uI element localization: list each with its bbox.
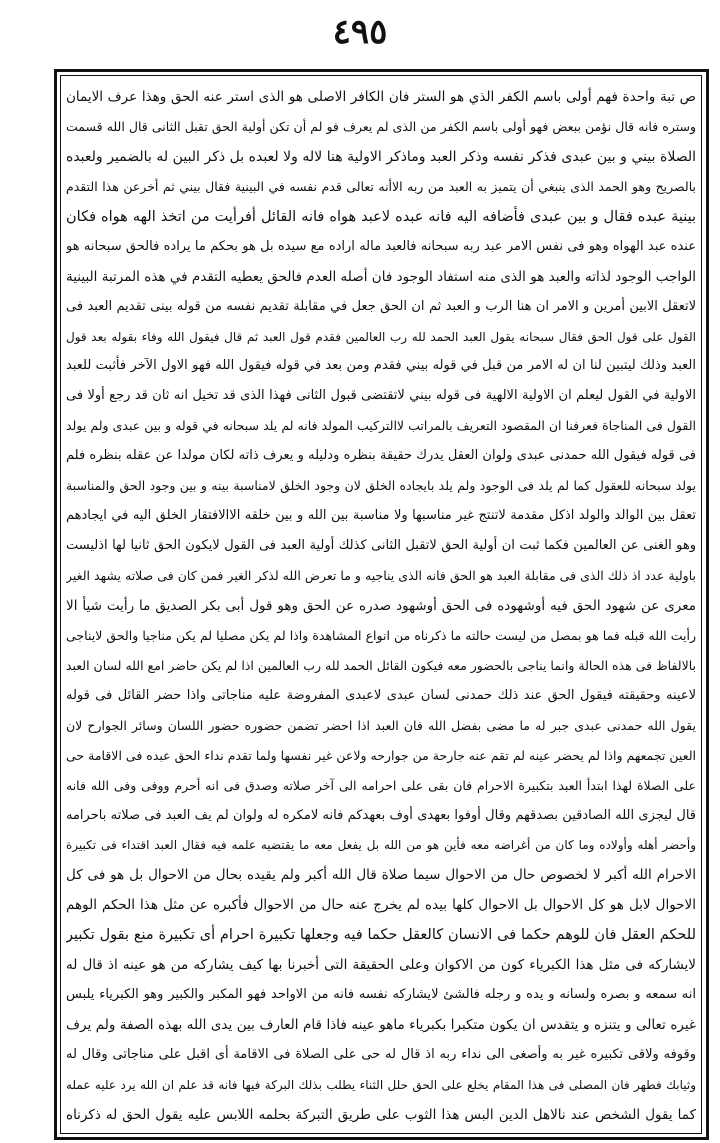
- text-line: يقول الله حمدنى عبدى جبر له ما مضى بفضل الله فان العبد اذا احضر تضمن حضوره حضور اللسان وسائر الجوارح لان: [66, 717, 696, 733]
- text-line: يولد سبحانه للعقول كما لم يلد فى الوجود ولم يلد بايجاده الخلق لان وجود الخلق لامناسبة بينه و بين وجود الحق والمناسبة: [66, 478, 696, 494]
- text-line: قال ليجزى الله الصادقين بصدقهم وقال أوفوا بعهدى أوف بعهدكم فانه لامكره له ولوان لم يف العبد فى صلاته باحرامه: [66, 807, 696, 823]
- text-line: القول على قول الحق فقال سبحانه يقول العبد الحمد لله رب العالمين فقدم قول العبد ثم قال فيقول الله وفاء بقوله بعد قول: [66, 329, 696, 344]
- text-line: بالالفاظ فى هذه الحالة وانما يناجى بالحضور معه فيكون القائل الحمد لله رب العالمين اذا لم يكن حاضر امع الله لسان العبد: [66, 657, 696, 673]
- text-line: تعقل بين الوالد والولد اذكل مقدمة لاتنتج غير مناسبها ولا مناسبة بين الله و بين خلقه الاالافتقار الخلق اليه في ايجادهم: [66, 508, 696, 524]
- text-line: ص تبة واحدة فهم أولى باسم الكفر الذي هو الستر فان الكافر الاصلى هو الذى استر عنه الحق وهذا عرف الايمان: [66, 89, 696, 105]
- text-line: وثيابك فطهر فان المصلى فى هذا المقام يخلع على الحق حلل الثناء يطلب بذلك البركة فيها فانه قد علم ان الله يرد عليه عمله: [66, 1077, 696, 1092]
- text-line: فى قوله فيقول الله حمدنى عبدى ولوان العقل يدرك حقيقة بنظره ودليله و يعرف ذاته لكان مولدا عن عقله بنظره فلم: [66, 448, 696, 464]
- text-line: الاحرام الله أكبر لا لخصوص حال من الاحوال سيما صلاة قال الله أكبر ولم يقيده بحال من الاحوال بل هو فى كل: [66, 867, 696, 884]
- text-line: لاعينه وحقيقته فيقول الحق عند ذلك حمدنى لسان عبدى لاعبدى المفروضة عليه مناجاتى واذا حضر القائل فى قوله: [66, 687, 696, 703]
- text-body: [66, 84, 696, 1128]
- text-line: انه سمعه و بصره ولسانه و يده و رجله فالشئ لايشاركه نفسه فانه من الاواحد فهو المكبر والكبير وهو الكبرياء يلبس: [66, 987, 696, 1003]
- text-line: باولية عدد اذ ذلك الذى فى مقابلة العبد هو الحق فانه الذى يناجيه و ما تعرض الله لذكر الغير فمن كان فى صلاته يشهد الغير: [66, 568, 696, 583]
- text-line: وقوفه ولاقى تكبيره غير به وأصغى الى نداء ربه اذ قال له حى على الصلاة فى الاقامة أى اقبل على مناجاتى وقال له: [66, 1047, 696, 1062]
- text-line: العبد وذلك ليتبين لنا ان له الامر من قبل في قوله بيني فقدم ومن بعد في قوله فيقول الله فهو الاول الآخر فأثبت للعبد: [66, 358, 696, 374]
- text-line: القول فى المناجاة فعرفنا ان المقصود التعريف بالمراتب لاالتركيب المولد فانه لم يلد سبحانه في قوله و بين عبدى ولم يولد: [66, 418, 696, 434]
- text-line: بينية عبده فقال و بين عبدى فأضافه اليه فانه عبده لاعبد هواه فانه القائل أفرأيت من اتخذ الهه هواه فكان: [66, 208, 696, 225]
- text-line: الصلاة بيني و بين عبدى فذكر نفسه وذكر العبد وماذكر الاولية هنا لاله ولا لعبده بل ذكر البين له بالضمير ولعبده: [66, 148, 696, 165]
- text-line: كما يقول الشخص عند نالاهل الدين البس هذا الثوب على طريق التبركة بحلمه اللابس عليه يقول الحق له ذكرناه: [66, 1106, 696, 1123]
- text-line: بالصريح وهو الحمد الذى ينبغي أن يتميز به العبد من ربه الاأنه تعالى قدم نفسه في البينية فقال بيني ثم أخرعن هذا التقدم: [66, 178, 696, 194]
- text-line: على الصلاة لهذا ابتدأ العبد بتكبيرة الاحرام فان بقى على احرامه الى آخر صلاته وصدق فى انه أحرم ووفى وفى الله فانه: [66, 777, 696, 793]
- text-line: رأيت الله قبله فما هو بمصل من ليست حالته ما ذكرناه من انواع المشاهدة واذا لم يكن مصليا لم يكن مناجيا والحق لايناجى: [66, 627, 696, 643]
- text-line: للحكم العقل فان للوهم حكما فى الانسان كالعقل حكما فيه وجعلها تكبيرة احرام أى تكبيرة منع بقول تكبير: [66, 927, 696, 944]
- text-line: الاحوال لابل هو كل الاحوال بل الاحوال كلها بيده لم يخرج عنه حال من الاحوال فأكبره عن مثل هذا الحكم الوهم: [66, 897, 696, 914]
- text-line: غيره تعالى و يتنزه و يتقدس ان يكون متكبرا بكبرياء ماهو عينه فاذا قام العارف بين يدى الله بهذه الصفة ولم يرف: [66, 1017, 696, 1034]
- text-line: لاتعقل الابين أمرين و الامر ان هنا الرب و العبد ثم ان الحق جعل في مقابلة تقديم نفسه من قوله بينى تقديم العبد فى: [66, 298, 696, 314]
- text-line: عنده عبد الهواه وهو فى نفس الامر عبد ربه سبحانه فالعبد ماله اراده مع سيده بل هو بحكم ما يراده فالحق سبحانه هو: [66, 238, 696, 254]
- text-line: وستره فانه قال نؤمن ببعض فهو أولى باسم الكفر من الذى لم يعرف فو لم أن تكن أولية الحق تقبل الثانى قال الله قسمت: [66, 118, 696, 134]
- text-line: الواجب الوجود لذاته والعبد هو الذى منه استفاد الوجود فان أصله العدم فالحق يعطيه التقدم في هذه المرتبة البينية: [66, 268, 696, 285]
- text-line: معرى عن شهود الحق فيه أوشهوده فى الحق أوشهود صدره عن الحق وهو قول أبى بكر الصديق ما رأيت شيأ الا: [66, 597, 696, 614]
- text-line: الاولية في القول ليعلم ان الاولية الالهية فى قوله بيني لاتقتضى قبول الثانى فهذا الذى قد تخيل انه ثان قد رجع أولا فى: [66, 388, 696, 404]
- text-line: لايشاركه فى مثل هذا الكبرياء كون من الاكوان وعلى الحقيقة التى أخبرنا بها كيف يشاركه من هو عينه اذ قال له: [66, 957, 696, 974]
- text-line: وأحضر أهله وأولاده وما كان من أغراضه معه فأين هو من الله بل يفعل معه ما يقتضيه علمه فيه فقال العبد اقتداء فى تكبيرة: [66, 838, 696, 853]
- text-line: وهو الغنى عن العالمين فكما ثبت ان أولية الحق لاتقبل الثانى كذلك أولية العبد فى القول لايكون الحق ثانيا لها اذليست: [66, 538, 696, 554]
- text-line: العين تجمعهم واذا لم يحضر عينه لم تقم عنه جارحة من جوارحه ولاعن غير نفسها ولما تقدم نداء الحق عبده فى الاقامة حى: [66, 747, 696, 763]
- page-number: ٤٩٥: [332, 12, 388, 52]
